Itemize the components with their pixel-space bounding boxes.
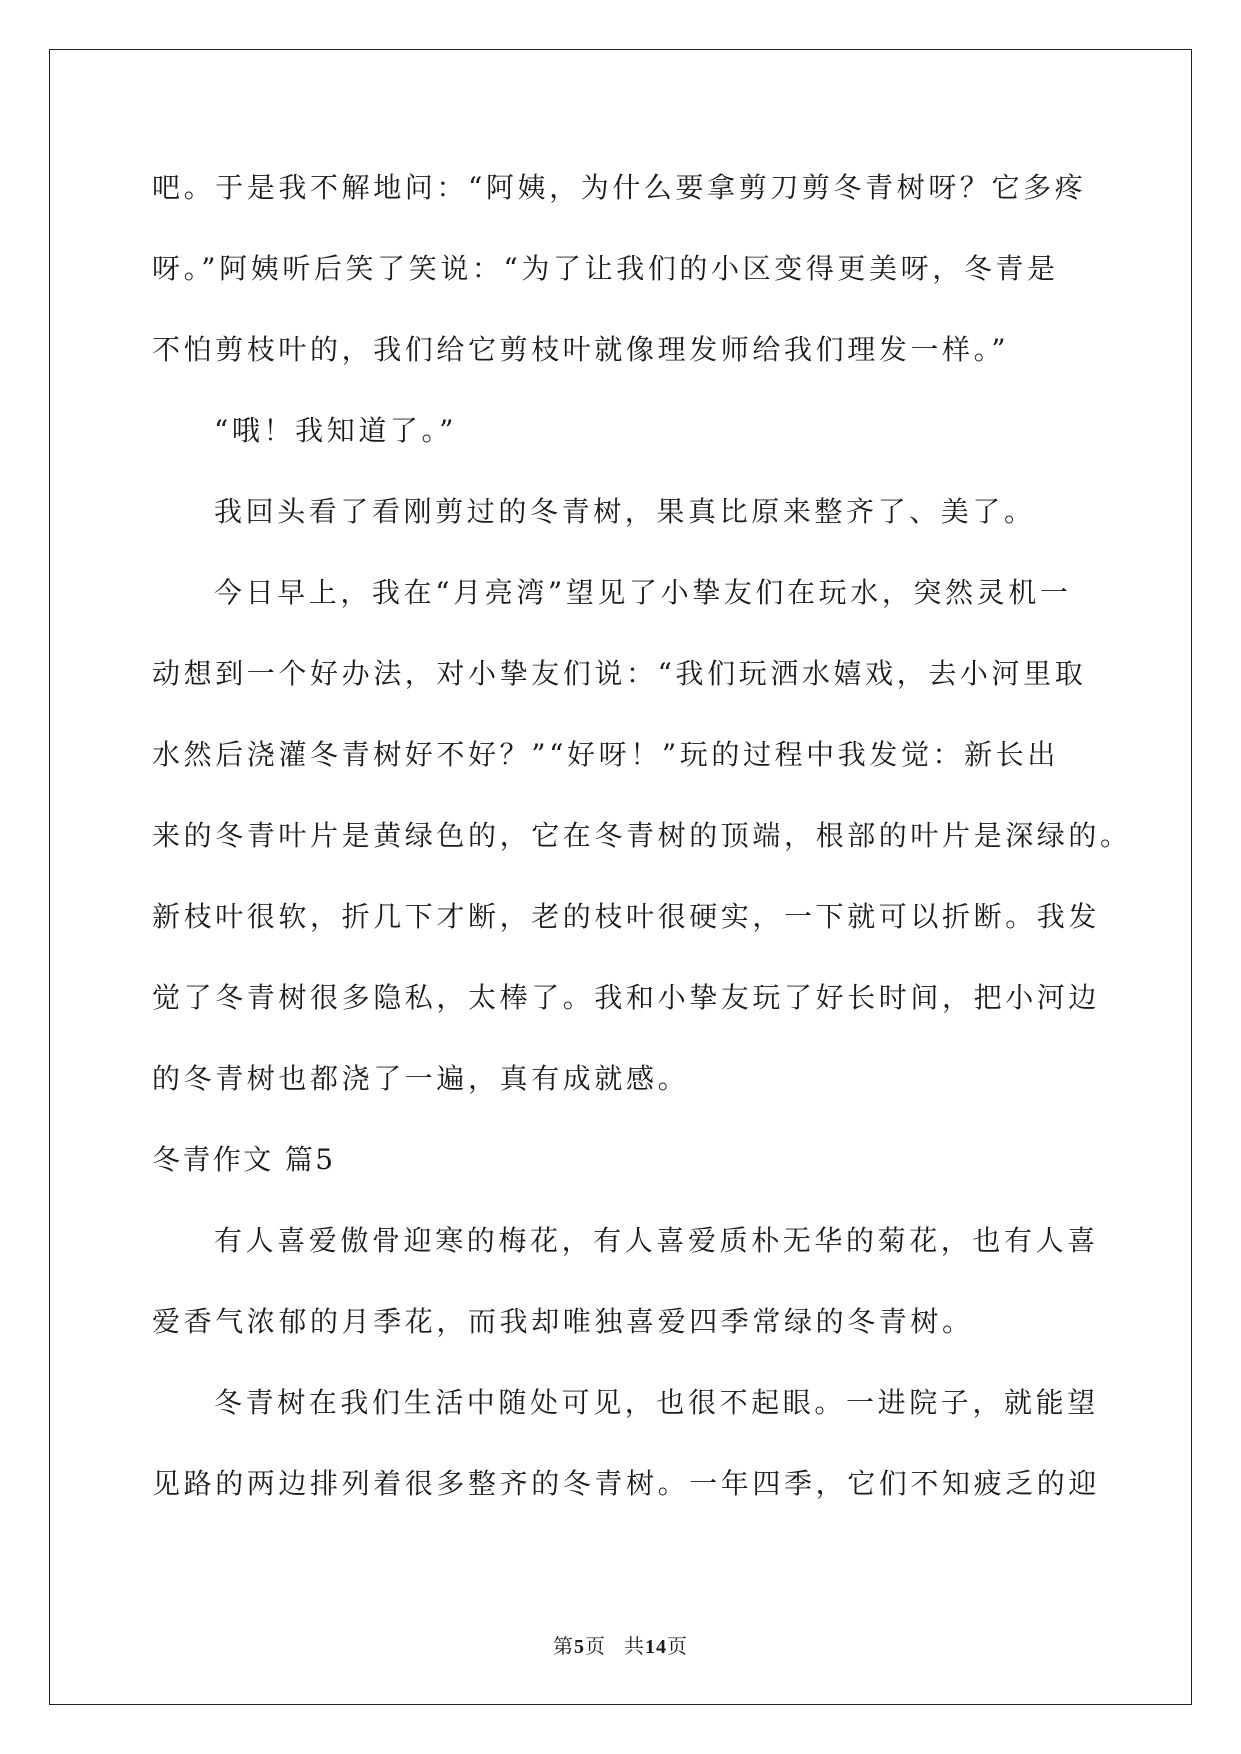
paragraph-line: 的冬青树也都浇了一遍，真有成就感。 <box>152 1062 690 1095</box>
page-number: 5 <box>574 1636 585 1658</box>
paragraph-line: 今日早上，我在“月亮湾”望见了小挚友们在玩水，突然灵机一 <box>214 576 1072 609</box>
paragraph-line: 不怕剪枝叶的，我们给它剪枝叶就像理发师给我们理发一样。” <box>152 333 1010 366</box>
page-suffix: 页 <box>585 1636 606 1658</box>
paragraph-line: 吧。于是我不解地问：“阿姨，为什么要拿剪刀剪冬青树呀？它多疼 <box>152 171 1087 204</box>
section-heading: 冬青作文 篇5 <box>152 1143 336 1176</box>
total-suffix: 页 <box>667 1636 688 1658</box>
paragraph-line: 觉了冬青树很多隐私，太棒了。我和小挚友玩了好长时间，把小河边 <box>152 981 1101 1014</box>
paragraph-line: 见路的两边排列着很多整齐的冬青树。一年四季，它们不知疲乏的迎 <box>152 1467 1101 1500</box>
paragraph-line: 新枝叶很软，折几下才断，老的枝叶很硬实，一下就可以折断。我发 <box>152 900 1101 933</box>
paragraph-line: 呀。”阿姨听后笑了笑说：“为了让我们的小区变得更美呀，冬青是 <box>152 252 1059 285</box>
total-pages: 14 <box>645 1636 667 1658</box>
paragraph-line: 爱香气浓郁的月季花，而我却唯独喜爱四季常绿的冬青树。 <box>152 1305 974 1338</box>
paragraph-line: 动想到一个好办法，对小挚友们说：“我们玩洒水嬉戏，去小河里取 <box>152 657 1087 690</box>
paragraph-line: “哦！我知道了。” <box>214 414 458 447</box>
page-prefix: 第 <box>553 1636 574 1658</box>
paragraph-line: 冬青树在我们生活中随处可见，也很不起眼。一进院子，就能望 <box>214 1386 1099 1419</box>
paragraph-line: 我回头看了看刚剪过的冬青树，果真比原来整齐了、美了。 <box>214 495 1036 528</box>
paragraph-line: 来的冬青叶片是黄绿色的，它在冬青树的顶端，根部的叶片是深绿的。 <box>152 819 1132 852</box>
paragraph-line: 水然后浇灌冬青树好不好？”“好呀！”玩的过程中我发觉：新长出 <box>152 738 1059 771</box>
page-footer <box>0 1630 1241 1659</box>
paragraph-line: 有人喜爱傲骨迎寒的梅花，有人喜爱质朴无华的菊花，也有人喜 <box>214 1224 1099 1257</box>
document-body <box>152 162 1132 1539</box>
total-prefix: 共 <box>624 1636 645 1658</box>
